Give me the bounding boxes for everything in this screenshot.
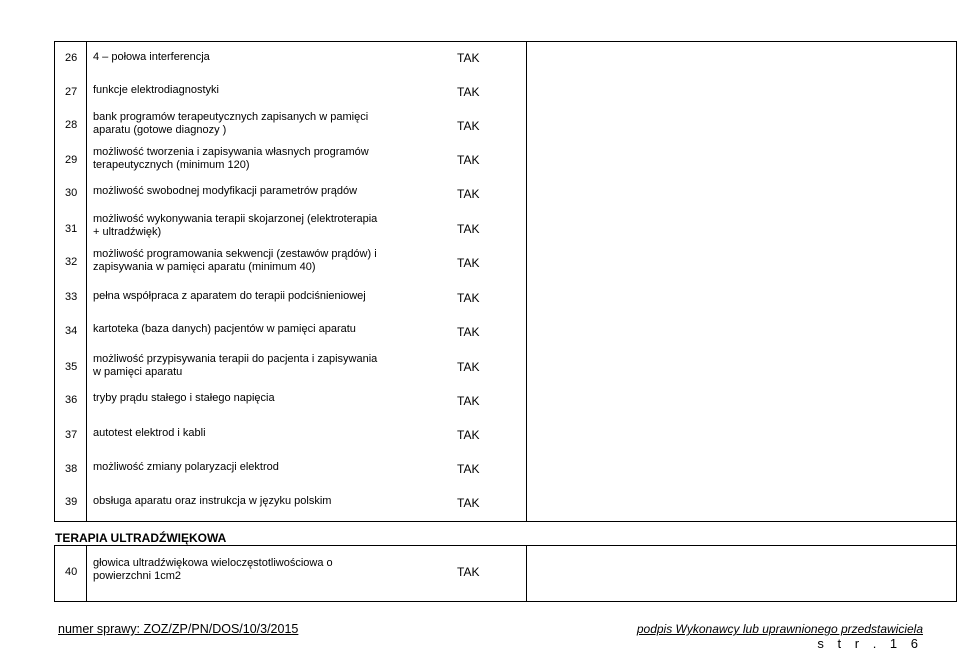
row-number: 36 [65, 394, 78, 406]
row-value: TAK [457, 222, 480, 236]
row-description: możliwość programowania sekwencji (zestawów prądów) i zapisywania w pamięci aparatu (minimum 40) [93, 248, 377, 273]
row-number: 39 [65, 496, 78, 508]
row-number: 32 [65, 256, 78, 268]
row-description: możliwość zmiany polaryzacji elektrod [93, 461, 279, 473]
row-value: TAK [457, 428, 480, 442]
row-description: możliwość swobodnej modyfikacji parametrów prądów [93, 185, 358, 197]
row-value: TAK [457, 119, 480, 133]
row-value: TAK [457, 85, 480, 99]
row-description: możliwość tworzenia i zapisywania własnych programów terapeutycznych (minimum 120) [93, 146, 369, 171]
row-description: możliwość wykonywania terapii skojarzonej (elektroterapia + ultradźwięk) [93, 213, 378, 238]
row-number: 38 [65, 463, 78, 475]
row-number: 27 [65, 86, 78, 98]
row-number: 33 [65, 291, 78, 303]
row-number: 40 [65, 566, 78, 578]
row-number: 26 [65, 52, 78, 64]
row-description: głowica ultradźwiękowa wieloczęstotliwościowa o powierzchni 1cm2 [93, 557, 333, 582]
row-description: autotest elektrod i kabli [93, 427, 206, 439]
row-description: możliwość przypisywania terapii do pacjenta i zapisywania w pamięci aparatu [93, 353, 378, 378]
row-number: 29 [65, 154, 78, 166]
section-title: TERAPIA ULTRADŹWIĘKOWA [55, 531, 227, 545]
row-description: obsługa aparatu oraz instrukcja w języku polskim [93, 495, 332, 507]
row-value: TAK [457, 291, 480, 305]
page-number: s t r . 1 6 [817, 636, 923, 651]
case-number: numer sprawy: ZOZ/ZP/PN/DOS/10/3/2015 [58, 622, 299, 636]
row-number: 37 [65, 429, 78, 441]
signature-label: podpis Wykonawcy lub uprawnionego przedstawiciela [636, 622, 923, 636]
row-value: TAK [457, 394, 480, 408]
row-value: TAK [457, 565, 480, 579]
row-description: pełna współpraca z aparatem do terapii podciśnieniowej [93, 290, 366, 302]
row-number: 35 [65, 361, 78, 373]
row-value: TAK [457, 256, 480, 270]
row-description: bank programów terapeutycznych zapisanych w pamięci aparatu (gotowe diagnozy ) [93, 111, 369, 136]
row-value: TAK [457, 462, 480, 476]
row-number: 34 [65, 325, 78, 337]
row-value: TAK [457, 51, 480, 65]
row-value: TAK [457, 496, 480, 510]
row-description: funkcje elektrodiagnostyki [93, 84, 219, 96]
row-number: 30 [65, 187, 78, 199]
row-number: 28 [65, 119, 78, 131]
row-description: tryby prądu stałego i stałego napięcia [93, 392, 275, 404]
row-number: 31 [65, 223, 78, 235]
row-description: kartoteka (baza danych) pacjentów w pamięci aparatu [93, 323, 356, 335]
row-value: TAK [457, 153, 480, 167]
row-value: TAK [457, 187, 480, 201]
row-value: TAK [457, 325, 480, 339]
row-value: TAK [457, 360, 480, 374]
row-description: 4 – połowa interferencja [93, 51, 210, 63]
